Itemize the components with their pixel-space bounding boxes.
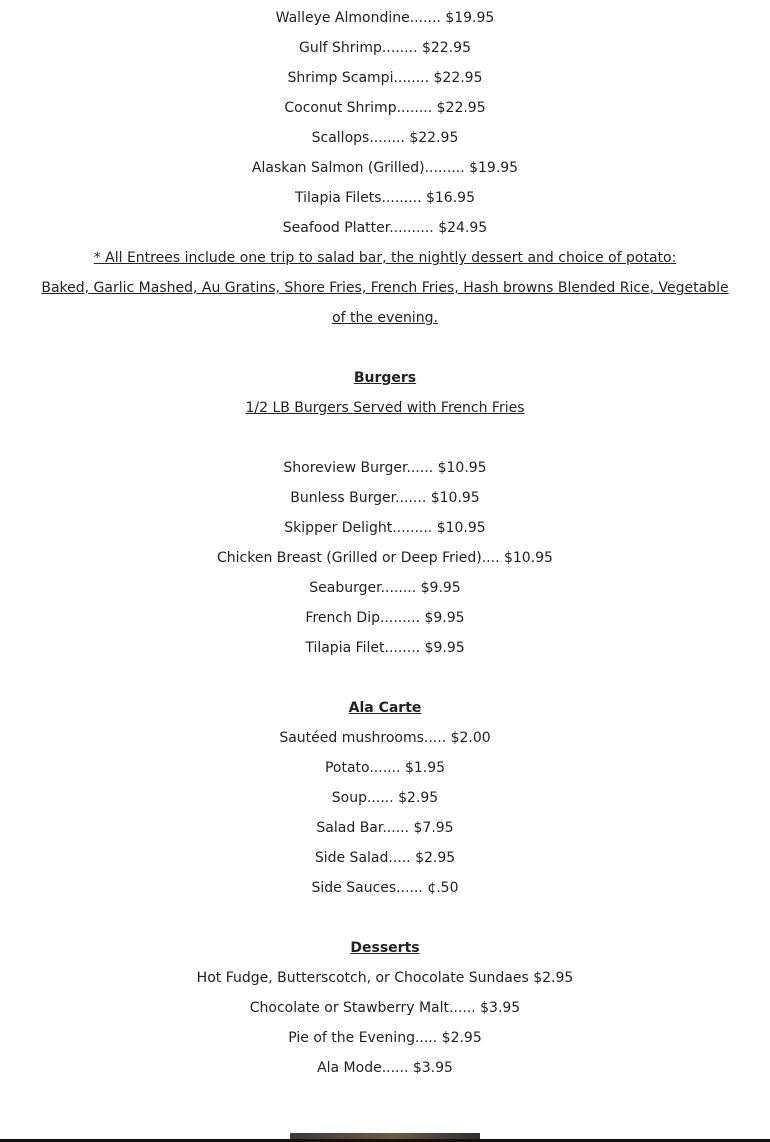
menu-item: Seafood Platter.......... $24.95	[282, 220, 488, 236]
section-heading-desserts: Desserts	[350, 940, 420, 956]
desserts-section	[0, 933, 770, 1083]
menu-item: Bunless Burger....... $10.95	[290, 490, 480, 506]
potato-choices-note: Baked, Garlic Mashed, Au Gratins, Shore Fries, French Fries, Hash browns Blended Rice, Vegetable of the evening.	[41, 280, 729, 326]
burgers-section	[0, 363, 770, 663]
menu-item: Walleye Almondine....... $19.95	[275, 10, 495, 26]
menu-item: Chicken Breast (Grilled or Deep Fried).... $10.95	[217, 550, 553, 566]
menu-item: Ala Mode...... $3.95	[317, 1060, 453, 1076]
section-spacer	[0, 903, 770, 933]
seafood-section	[0, 3, 770, 333]
menu-item: Shoreview Burger...... $10.95	[283, 460, 487, 476]
menu-item: Scallops........ $22.95	[311, 130, 459, 146]
menu-item: Skipper Delight......... $10.95	[284, 520, 486, 536]
menu-item: Salad Bar...... $7.95	[316, 820, 454, 836]
entree-note: * All Entrees include one trip to salad bar, the nightly dessert and choice of potato:	[93, 250, 677, 266]
menu-content	[0, 3, 770, 1083]
section-heading-burgers: Burgers	[353, 370, 417, 386]
menu-item: Chocolate or Stawberry Malt...... $3.95	[249, 1000, 521, 1016]
menu-item: Alaskan Salmon (Grilled)......... $19.95	[251, 160, 519, 176]
section-spacer	[0, 663, 770, 693]
menu-item: Sautéed mushrooms..... $2.00	[279, 730, 491, 746]
menu-item: Seaburger........ $9.95	[309, 580, 461, 596]
menu-item: Shrimp Scampi........ $22.95	[287, 70, 483, 86]
menu-item: Tilapia Filets......... $16.95	[295, 190, 475, 206]
section-spacer	[0, 333, 770, 363]
ala-carte-section	[0, 693, 770, 903]
section-heading-ala-carte: Ala Carte	[348, 700, 422, 716]
menu-item: Tilapia Filet........ $9.95	[305, 640, 465, 656]
menu-item: Soup...... $2.95	[331, 790, 439, 806]
menu-item: Side Salad..... $2.95	[314, 850, 456, 866]
menu-item: Pie of the Evening..... $2.95	[288, 1030, 482, 1046]
menu-item: Side Sauces...... ¢.50	[311, 880, 459, 896]
section-spacer	[0, 423, 770, 453]
menu-item: French Dip......... $9.95	[305, 610, 465, 626]
menu-item: Hot Fudge, Butterscotch, or Chocolate Sundaes $2.95	[196, 970, 574, 986]
menu-item: Gulf Shrimp........ $22.95	[299, 40, 471, 56]
menu-item: Coconut Shrimp........ $22.95	[284, 100, 486, 116]
burgers-subheading: 1/2 LB Burgers Served with French Fries	[245, 400, 525, 416]
menu-item: Potato....... $1.95	[324, 760, 446, 776]
